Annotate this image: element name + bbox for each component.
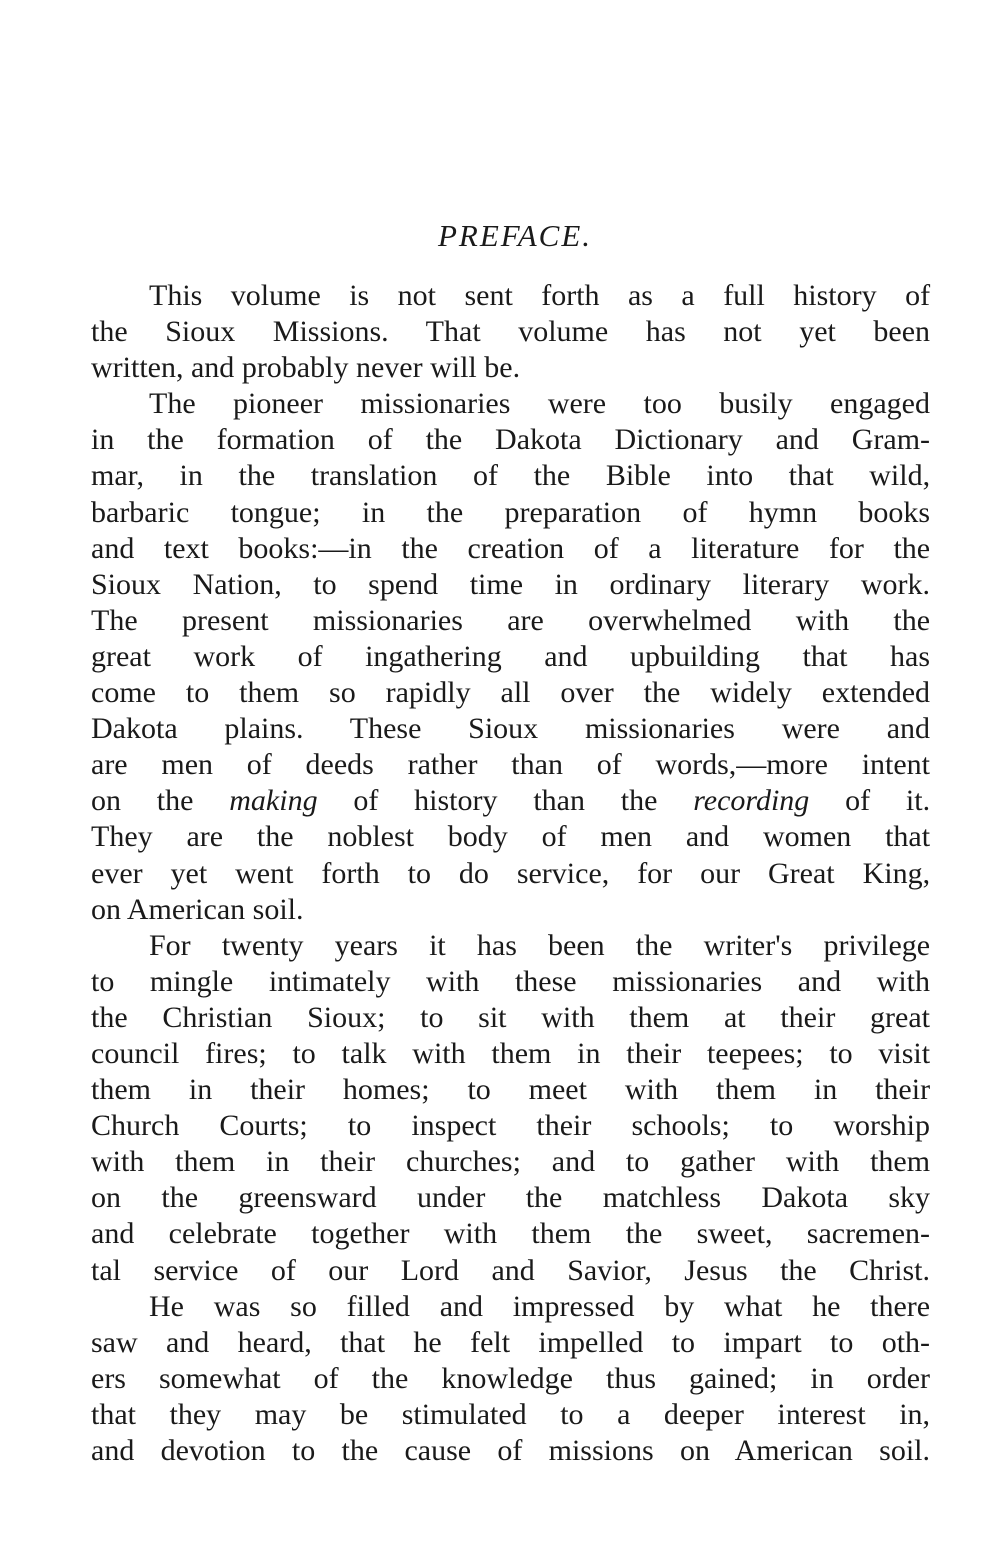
- paragraph-3: [91, 928, 930, 1289]
- text-line: in the formation of the Dakota Dictionary and Gram-: [91, 423, 931, 457]
- text-line: them in their homes; to meet with them in their: [91, 1073, 931, 1107]
- text-line: great work of ingathering and upbuilding that has: [91, 639, 930, 673]
- text-line: on American soil.: [91, 892, 304, 926]
- text-line: This volume is not sent forth as a full history of: [149, 279, 931, 312]
- text-line: The pioneer missionaries were too busily engaged: [149, 387, 930, 421]
- text-line: mar, in the translation of the Bible into that wild,: [91, 459, 931, 493]
- text-line: For twenty years it has been the writer's privilege: [149, 928, 931, 962]
- preface-body: [91, 278, 930, 1469]
- text-line: Sioux Nation, to spend time in ordinary literary work.: [91, 567, 930, 601]
- text-line: to mingle intimately with these missionaries and with: [91, 964, 931, 998]
- paragraph-4: [91, 1289, 930, 1469]
- text-line: barbaric tongue; in the preparation of hymn books: [91, 495, 931, 529]
- text-line: that they may be stimulated to a deeper interest in,: [91, 1397, 931, 1431]
- text-line: He was so filled and impressed by what he there: [149, 1289, 931, 1323]
- text-line: council fires; to talk with them in their teepees; to visit: [91, 1036, 931, 1070]
- text-line: Dakota plains. These Sioux missionaries were and: [91, 712, 931, 746]
- text-line: written, and probably never will be.: [91, 351, 521, 385]
- text-line: and devotion to the cause of missions on American soil.: [91, 1434, 930, 1467]
- text-line: with them in their churches; and to gather with them: [91, 1145, 931, 1179]
- text-line: on the making of history than the recording of it.: [91, 784, 931, 818]
- paragraph-1: [91, 278, 930, 386]
- text-line: come to them so rapidly all over the widely extended: [91, 676, 931, 710]
- text-line: saw and heard, that he felt impelled to impart to oth-: [91, 1325, 931, 1359]
- text-line: ever yet went forth to do service, for our Great King,: [91, 856, 931, 890]
- text-line: tal service of our Lord and Savior, Jesus the Christ.: [91, 1253, 931, 1287]
- text-line: on the greensward under the matchless Dakota sky: [91, 1181, 931, 1215]
- text-line: the Sioux Missions. That volume has not yet been: [91, 315, 931, 349]
- text-line: Church Courts; to inspect their schools; to worship: [91, 1109, 931, 1143]
- page-title: PREFACE.: [437, 218, 593, 253]
- text-line: ers somewhat of the knowledge thus gained; in order: [91, 1361, 931, 1395]
- paragraph-2: [91, 386, 930, 927]
- text-line: They are the noblest body of men and women that: [91, 820, 931, 854]
- text-line: are men of deeds rather than of words,—more intent: [91, 748, 931, 782]
- text-line: The present missionaries are overwhelmed with the: [91, 603, 931, 637]
- text-line: the Christian Sioux; to sit with them at their great: [91, 1000, 930, 1034]
- text-line: and celebrate together with them the sweet, sacremen-: [91, 1217, 931, 1251]
- text-line: and text books:—in the creation of a literature for the: [91, 531, 931, 565]
